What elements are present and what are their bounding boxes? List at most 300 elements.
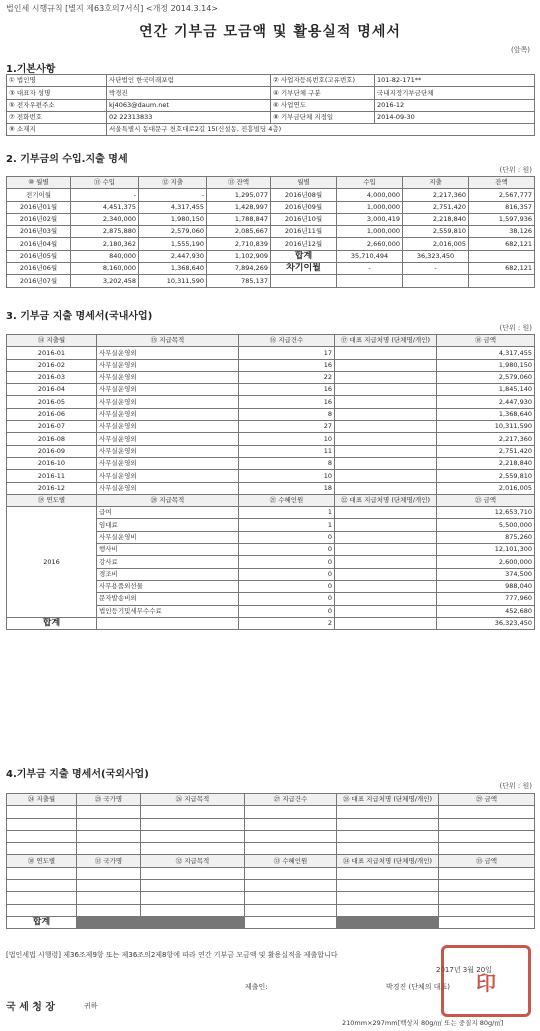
empty-cell	[439, 843, 535, 855]
column-header: ⑩ 월별	[7, 177, 71, 189]
column-header: ㉒ 대표 지급처명 (단체명/개인)	[335, 494, 437, 506]
count-cell: 1	[239, 519, 335, 531]
column-header: 잔액	[469, 177, 535, 189]
empty-cell	[7, 867, 77, 879]
empty-cell	[245, 830, 337, 842]
empty-cell	[141, 880, 245, 892]
blank-cell	[335, 667, 437, 679]
table-row	[7, 880, 535, 892]
blank-cell	[97, 630, 239, 642]
total-row	[7, 617, 535, 629]
amount-cell: 374,500	[437, 568, 535, 580]
column-header: ⑭ 지출월	[7, 335, 97, 347]
column-header: ㉞ 대표 지급처명 (단체명/개인)	[337, 855, 439, 867]
expense-cell: 36,323,450	[403, 250, 469, 262]
table-row	[7, 904, 535, 916]
income-cell: -	[71, 189, 139, 201]
empty-cell	[7, 880, 77, 892]
empty-cell	[245, 880, 337, 892]
field-label: ③ 대표자 성명	[7, 87, 107, 99]
column-header: ⑬ 잔액	[207, 177, 271, 189]
submitter-label: 제출인:	[245, 983, 268, 991]
balance-cell: 682,121	[469, 238, 535, 250]
count-cell: 17	[239, 347, 335, 359]
field-value: 2014-09-30	[375, 111, 535, 123]
amount-cell: 875,260	[437, 531, 535, 543]
total-row	[7, 916, 535, 928]
domestic-expense-table	[6, 334, 535, 691]
income-cell: 1,000,000	[337, 226, 403, 238]
purpose-cell: 사무실운영외	[97, 371, 239, 383]
column-header: 지출	[403, 177, 469, 189]
empty-cell	[245, 892, 337, 904]
recipient-cell	[335, 371, 437, 383]
basic-info-row	[7, 99, 535, 111]
balance-cell: 38,126	[469, 226, 535, 238]
month-cell: 2016-05	[7, 396, 97, 408]
table-header-row	[7, 177, 535, 189]
field-label: ⑤ 전자우편주소	[7, 99, 107, 111]
purpose-cell: 사무실운영외	[97, 482, 239, 494]
count-cell: 0	[239, 593, 335, 605]
column-header: ㉝ 수혜인원	[245, 855, 337, 867]
purpose-cell: 사무실운영외	[97, 384, 239, 396]
column-header: ㉖ 지급목적	[141, 794, 245, 806]
shaded-cell	[337, 916, 439, 928]
column-header: ㉗ 지급건수	[245, 794, 337, 806]
income-cell: -	[337, 263, 403, 275]
empty-cell	[245, 806, 337, 818]
recipient-cell	[335, 519, 437, 531]
empty-cell	[141, 830, 245, 842]
blank-cell	[437, 679, 535, 691]
table-header-row	[7, 494, 535, 506]
column-header: ⑫ 지출	[139, 177, 207, 189]
amount-cell: 1,980,150	[437, 359, 535, 371]
amount-cell: 777,960	[437, 593, 535, 605]
empty-cell	[439, 880, 535, 892]
balance-cell: 2,567,777	[469, 189, 535, 201]
recipient-cell	[335, 482, 437, 494]
empty-cell	[245, 818, 337, 830]
seal-mark: 印	[476, 970, 496, 995]
total-label: 합계	[7, 916, 77, 928]
empty-cell	[245, 843, 337, 855]
income-cell: 8,160,000	[71, 263, 139, 275]
month-cell: 차기이월	[271, 263, 337, 275]
amount-cell: 2,579,060	[437, 371, 535, 383]
purpose-cell: 사무실운영외	[97, 347, 239, 359]
recipient-cell	[335, 408, 437, 420]
recipient-cell	[335, 396, 437, 408]
month-cell: 2016-04	[7, 384, 97, 396]
balance-cell: 1,597,936	[469, 213, 535, 225]
field-value: kj4063@daum.net	[107, 99, 271, 111]
column-header: ⑲ 연도별	[7, 494, 97, 506]
table-row	[7, 843, 535, 855]
empty-cell	[337, 892, 439, 904]
basic-info-row	[7, 87, 535, 99]
table-row	[7, 347, 535, 359]
blank-cell	[7, 630, 97, 642]
month-cell: 2016-06	[7, 408, 97, 420]
blank-cell	[335, 642, 437, 654]
amount-cell: 10,311,590	[437, 421, 535, 433]
empty-cell	[439, 892, 535, 904]
foreign-expense-table	[6, 793, 535, 929]
column-header: ㉛ 국가명	[77, 855, 141, 867]
income-cell: 4,451,375	[71, 201, 139, 213]
field-value: 02 22313833	[107, 111, 271, 123]
purpose-cell: 사무용품외선물	[97, 580, 239, 592]
blank-spacer-row	[7, 630, 535, 642]
amount-cell: 452,680	[437, 605, 535, 617]
month-cell: 2016-09	[7, 445, 97, 457]
table-header-row	[7, 855, 535, 867]
purpose-cell: 임대료	[97, 519, 239, 531]
month-cell: 2016-01	[7, 347, 97, 359]
recipient-cell	[335, 359, 437, 371]
table-row	[7, 371, 535, 383]
blank-cell	[239, 667, 335, 679]
empty-cell	[439, 818, 535, 830]
field-label: ① 법인명	[7, 75, 107, 87]
empty-cell	[77, 867, 141, 879]
column-header: ⑰ 대표 지급처명 (단체명/개인)	[335, 335, 437, 347]
balance-cell: 2,085,667	[207, 226, 271, 238]
table-row	[7, 189, 535, 201]
balance-cell: 1,428,997	[207, 201, 271, 213]
income-cell: 1,000,000	[337, 201, 403, 213]
blank-cell	[97, 679, 239, 691]
column-header: ㉜ 지급목적	[141, 855, 245, 867]
recipient-cell	[335, 507, 437, 519]
recipient-cell	[335, 617, 437, 629]
empty-cell	[77, 880, 141, 892]
month-cell: 2016-10	[7, 457, 97, 469]
blank-cell	[437, 667, 535, 679]
empty-cell	[337, 830, 439, 842]
empty-cell	[7, 892, 77, 904]
count-cell: 8	[239, 457, 335, 469]
purpose-cell: 문자발송비외	[97, 593, 239, 605]
recipient-cell	[335, 593, 437, 605]
foreign-unit: (단위 : 원)	[499, 782, 532, 790]
count-cell: 11	[239, 445, 335, 457]
basic-info-row	[7, 111, 535, 123]
blank-cell	[7, 654, 97, 666]
submission-statement: [법인세법 시행령] 제36조제9항 또는 제36조의2제8항에 따라 연간 기부금 모금액 및 활용실적을 제출합니다	[6, 951, 338, 959]
count-cell: 8	[239, 408, 335, 420]
table-row	[7, 238, 535, 250]
expense-cell: 2,016,005	[403, 238, 469, 250]
empty-cell	[439, 904, 535, 916]
month-cell: 2016-07	[7, 421, 97, 433]
table-row	[7, 482, 535, 494]
income-cell: 3,202,458	[71, 275, 139, 287]
field-value: 박경진	[107, 87, 271, 99]
table-row	[7, 275, 535, 287]
count-cell: 0	[239, 544, 335, 556]
amount-cell: 12,653,710	[437, 507, 535, 519]
blank-cell	[7, 642, 97, 654]
amount-cell: 5,500,000	[437, 519, 535, 531]
table-header-row	[7, 794, 535, 806]
table-row	[7, 457, 535, 469]
table-row	[7, 445, 535, 457]
column-header: 수입	[337, 177, 403, 189]
year-cell: 2016	[7, 507, 97, 618]
month-cell: 2016-08	[7, 433, 97, 445]
count-cell	[245, 916, 337, 928]
empty-cell	[337, 818, 439, 830]
table-row	[7, 408, 535, 420]
purpose-cell: 사무실운영외	[97, 396, 239, 408]
field-label: ⑥ 사업연도	[271, 99, 375, 111]
basic-info-row	[7, 75, 535, 87]
field-label: ④ 기부단체 구분	[271, 87, 375, 99]
purpose-cell: 사무실운영외	[97, 421, 239, 433]
empty-cell	[141, 843, 245, 855]
empty-cell	[7, 843, 77, 855]
month-cell: 전기이월	[7, 189, 71, 201]
empty-cell	[7, 904, 77, 916]
amount-cell: 2,217,360	[437, 433, 535, 445]
count-cell: 16	[239, 384, 335, 396]
expense-cell: 1,555,190	[139, 238, 207, 250]
count-cell: 10	[239, 470, 335, 482]
month-cell: 2016년10월	[271, 213, 337, 225]
section-domestic-title: 3. 기부금 지출 명세서(국내사업)	[6, 311, 153, 322]
blank-cell	[239, 630, 335, 642]
column-header: ㉘ 대표 지급처명 (단체명/개인)	[337, 794, 439, 806]
table-row	[7, 213, 535, 225]
blank-cell	[7, 667, 97, 679]
empty-cell	[77, 904, 141, 916]
field-label: ⑧ 기부금단체 지정일	[271, 111, 375, 123]
amount-cell: 2,559,810	[437, 470, 535, 482]
table-row	[7, 359, 535, 371]
table-row	[7, 892, 535, 904]
expense-cell: 2,217,360	[403, 189, 469, 201]
month-cell: 합계	[271, 250, 337, 262]
count-cell: 0	[239, 568, 335, 580]
balance-cell: 7,894,269	[207, 263, 271, 275]
blank-cell	[437, 630, 535, 642]
table-row	[7, 433, 535, 445]
blank-cell	[335, 630, 437, 642]
total-label: 합계	[7, 617, 97, 629]
column-header: ⑪ 수입	[71, 177, 139, 189]
count-cell: 2	[239, 617, 335, 629]
count-cell: 16	[239, 396, 335, 408]
purpose-cell: 사무실운영비	[97, 531, 239, 543]
column-header: ⑯ 지급건수	[239, 335, 335, 347]
blank-spacer-row	[7, 642, 535, 654]
expense-cell: 2,559,810	[403, 226, 469, 238]
empty-cell	[141, 904, 245, 916]
month-cell: 2016-12	[7, 482, 97, 494]
column-header: ㉑ 수혜인원	[239, 494, 335, 506]
basic-info-row	[7, 124, 535, 136]
purpose-cell: 법인등기및세무수수료	[97, 605, 239, 617]
balance-cell	[469, 275, 535, 287]
column-header: ㉚ 연도별	[7, 855, 77, 867]
empty-cell	[141, 818, 245, 830]
field-value: 101-82-171**	[375, 75, 535, 87]
month-cell: 2016년03월	[7, 226, 71, 238]
form-reference: 법인세 시행규칙 [별지 제63호의7서식] <개정 2014.3.14>	[6, 4, 218, 13]
amount-cell: 1,845,140	[437, 384, 535, 396]
purpose-cell: 사무실운영외	[97, 359, 239, 371]
month-cell: 2016년12월	[271, 238, 337, 250]
amount-cell: 1,368,640	[437, 408, 535, 420]
expense-cell: -	[403, 263, 469, 275]
count-cell: 0	[239, 580, 335, 592]
table-row	[7, 396, 535, 408]
recipient-cell	[335, 347, 437, 359]
amount-cell: 2,218,840	[437, 457, 535, 469]
column-header: ㉕ 국가명	[77, 794, 141, 806]
balance-cell: 1,295,077	[207, 189, 271, 201]
month-cell	[271, 275, 337, 287]
month-cell: 2016년09월	[271, 201, 337, 213]
field-value: 국내지정기부금단체	[375, 87, 535, 99]
blank-cell	[97, 654, 239, 666]
empty-cell	[77, 843, 141, 855]
blank-cell	[7, 679, 97, 691]
purpose-cell	[97, 617, 239, 629]
field-label: ② 사업자등록번호(고유번호)	[271, 75, 375, 87]
column-header: ㉙ 금액	[439, 794, 535, 806]
count-cell: 16	[239, 359, 335, 371]
column-header: ㉓ 금액	[437, 494, 535, 506]
recipient-cell	[335, 568, 437, 580]
blank-cell	[437, 654, 535, 666]
document-title: 연간 기부금 모금액 및 활용실적 명세서	[139, 24, 401, 40]
balance-cell: 816,357	[469, 201, 535, 213]
expense-cell	[403, 275, 469, 287]
section-basic-title: 1.기본사항	[6, 64, 56, 75]
table-row	[7, 470, 535, 482]
field-label: ⑨ 소재지	[7, 124, 107, 136]
blank-cell	[437, 642, 535, 654]
field-value: 2016-12	[375, 99, 535, 111]
table-row	[7, 384, 535, 396]
recipient-cell	[335, 544, 437, 556]
recipient-cell	[335, 556, 437, 568]
blank-spacer-row	[7, 654, 535, 666]
blank-spacer-row	[7, 679, 535, 691]
table-row	[7, 867, 535, 879]
blank-cell	[239, 679, 335, 691]
month-cell: 2016년04월	[7, 238, 71, 250]
amount-cell: 4,317,455	[437, 347, 535, 359]
purpose-cell: 강사료	[97, 556, 239, 568]
empty-cell	[141, 867, 245, 879]
income-cell: 4,000,000	[337, 189, 403, 201]
income-cell: 2,340,000	[71, 213, 139, 225]
column-header: ㉟ 금액	[439, 855, 535, 867]
field-value: 사단법인 한국미래포럼	[107, 75, 271, 87]
expense-cell: -	[139, 189, 207, 201]
section-foreign-title: 4.기부금 지출 명세서(국외사업)	[6, 769, 149, 780]
blank-spacer-row	[7, 667, 535, 679]
income-cell: 3,000,419	[337, 213, 403, 225]
purpose-cell: 사무실운영외	[97, 408, 239, 420]
field-label: ⑦ 전화번호	[7, 111, 107, 123]
page-side-label: (앞쪽)	[511, 46, 530, 54]
income-cell: 840,000	[71, 250, 139, 262]
amount-cell: 2,751,420	[437, 445, 535, 457]
balance-cell: 1,788,847	[207, 213, 271, 225]
income-expense-table	[6, 176, 535, 288]
blank-cell	[97, 642, 239, 654]
empty-cell	[77, 806, 141, 818]
blank-cell	[335, 654, 437, 666]
income-unit: (단위 : 원)	[499, 166, 532, 174]
purpose-cell: 사무실운영외	[97, 457, 239, 469]
column-header: ⑳ 지급목적	[97, 494, 239, 506]
empty-cell	[141, 892, 245, 904]
income-cell: 2,660,000	[337, 238, 403, 250]
empty-cell	[439, 867, 535, 879]
shaded-cell	[141, 916, 245, 928]
amount-cell: 2,600,000	[437, 556, 535, 568]
expense-cell: 10,311,590	[139, 275, 207, 287]
empty-cell	[77, 892, 141, 904]
month-cell: 2016년08월	[271, 189, 337, 201]
amount-cell: 36,323,450	[437, 617, 535, 629]
expense-cell: 1,980,150	[139, 213, 207, 225]
submitter-name: 박경진 (단체의 대표)	[386, 983, 451, 991]
empty-cell	[337, 806, 439, 818]
paper-spec: 210mm×297mm[백상지 80g/㎡ 또는 중질지 80g/㎡]	[342, 1019, 504, 1027]
table-header-row	[7, 335, 535, 347]
basic-info-table	[6, 74, 535, 136]
expense-cell: 2,579,060	[139, 226, 207, 238]
month-cell: 2016년05월	[7, 250, 71, 262]
expense-cell: 1,368,640	[139, 263, 207, 275]
empty-cell	[7, 806, 77, 818]
empty-cell	[77, 818, 141, 830]
balance-cell: 1,102,909	[207, 250, 271, 262]
recipient-cell	[335, 605, 437, 617]
table-row	[7, 507, 535, 519]
count-cell: 27	[239, 421, 335, 433]
recipient: 국 세 청 장	[6, 1002, 56, 1013]
balance-cell: 2,710,839	[207, 238, 271, 250]
empty-cell	[7, 830, 77, 842]
month-cell: 2016년01월	[7, 201, 71, 213]
empty-cell	[337, 880, 439, 892]
submission-date: 2017년 3월 20일	[436, 966, 492, 974]
month-cell: 2016-03	[7, 371, 97, 383]
recipient-cell	[335, 384, 437, 396]
expense-cell: 4,317,455	[139, 201, 207, 213]
purpose-cell: 행사비	[97, 544, 239, 556]
empty-cell	[337, 843, 439, 855]
count-cell: 1	[239, 507, 335, 519]
amount-cell: 2,016,005	[437, 482, 535, 494]
recipient-cell	[335, 470, 437, 482]
month-cell: 2016-02	[7, 359, 97, 371]
table-row	[7, 226, 535, 238]
balance-cell: 785,137	[207, 275, 271, 287]
expense-cell: 2,447,930	[139, 250, 207, 262]
expense-cell: 2,751,420	[403, 201, 469, 213]
empty-cell	[439, 806, 535, 818]
